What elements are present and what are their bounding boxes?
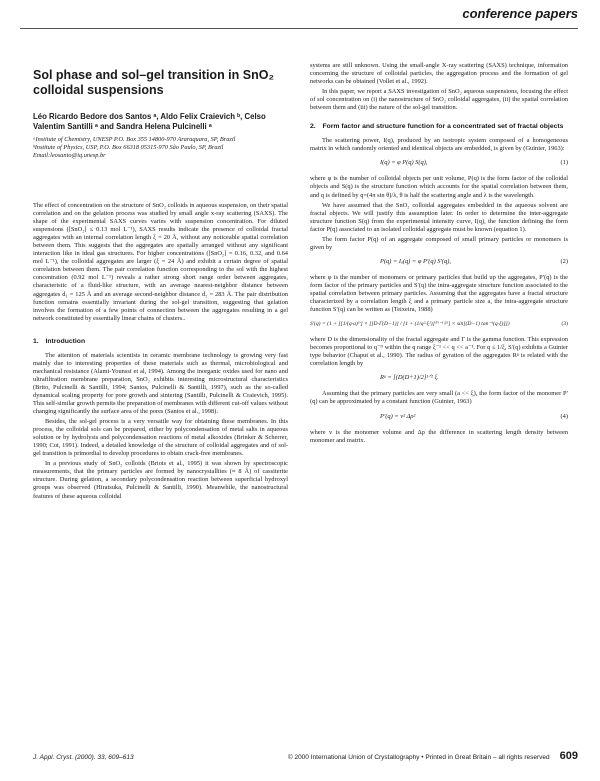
intro-paragraph-4: In this paper, we report a SAXS investigation of SnO₂ aqueous suspensions, focusing the effect of sol concentration on (i) the nanostructure of SnO₂ colloidal aggregates, (ii) the spatial correlation between them and (iii) the nature of the sol-gel transition. — [310, 88, 568, 112]
equation-4-body: P′(q) = v² Δρ² — [380, 412, 416, 420]
affiliation-b: ᵇInstitute of Physics, USP, P.O. Box 66318 05315-970 São Paulo, SP, Brazil — [33, 144, 224, 151]
equation-1-body: I(q) = φ P(q) S(q), — [380, 159, 428, 167]
page-footer — [33, 750, 578, 764]
equation-3-body: S′(q) = (1 + [[1/(q·a)ᴰ] × [[D·Γ(D−1)] / [1 + (1/q²·ξ²)]⁽ᴰ⁻¹⁾/²] × sin[(D−1) tan⁻¹(q·ξ)]]) — [310, 321, 510, 328]
equation-4 — [310, 413, 568, 421]
journal-citation: J. Appl. Cryst. (2000). 33, 609–613 — [33, 754, 134, 761]
left-column — [33, 62, 288, 503]
s2-paragraph-1: The scattering power, I(q), produced by an isotropic system composed of a homogeneous matrix in which randomly oriented and identical objects are embedded, is given by (Guinier, 1963): — [310, 137, 568, 153]
equation-4-number: (4) — [560, 412, 568, 420]
s2-paragraph-7: Assuming that the primary particles are very small (a << ξ), the form factor of the monomer P′(q) can be approximated by a constant function (Guinier, 1963) — [310, 390, 568, 406]
s2-paragraph-3: We have assumed that the SnO₂ colloidal aggregates embedded in the aqueous solvent are fractal objects. We will justify this assumption later. In order to determine the inter-aggregate structure function S(q) from the experimental intensity curve, I(q), the function defining the form factor P(q) associated to an isolated colloidal aggregate must be known (equation 1). — [310, 201, 568, 233]
intro-paragraph-1: The attention of materials scientists in ceramic membrane technology is growing very fast mainly due to interesting properties of these materials such as thermal, microbiological and mechanical resistance (Alami-Younssi et al, 1994). Among the inorganic oxides used for nano and ultrafiltration membrane preparation, SnO₂ exhibits interesting microstructural characteristics (Brito, Pulcinelli & Santilli, 1994; Santos, Pulcinelli & Santilli, 1997), such as the so-called dynamical scaling property for pore growth and sintering (Santilli, Pulcinelli & Craievich, 1995). This self-similar growth permits the preparation of membranes with different cut-off values without changing significantly the surface area of the pores (Santos et al., 1998). — [33, 351, 288, 416]
equation-1 — [310, 159, 568, 167]
authors: Léo Ricardo Bedore dos Santos ᵃ, Aldo Felix Craievich ᵇ, Celso Valentim Santilli ᵃ and Sandra Helena Pulcinelli ᵃ — [33, 112, 266, 131]
section-1-heading: 1. Introduction — [33, 337, 86, 345]
section-label: conference papers — [462, 6, 578, 21]
header-rule — [20, 28, 578, 29]
affiliations — [33, 136, 288, 160]
intro-paragraph-3: In a previous study of SnO₂ colloids (Briois et al., 1995) it was shown by spectroscopic measurements, that the primary particles are formed by nanocrystallites (≈ 8 Å) of cassiterite structure. During gelation, a secondary polycondensation reaction between superficial hydroxyl groups was observed (Hiratsuka, Pulcinelli & Santilli, 1990). Meanwhile, the nanostructural features of these aqueous colloidal — [33, 460, 288, 500]
paper-title: Sol phase and sol–gel transition in SnO₂ colloidal suspensions — [33, 68, 275, 97]
equation-2 — [310, 258, 568, 266]
intro-paragraph-2: Besides, the sol-gel process is a very versatile way for obtaining these membranes. In this process, the colloidal sols can be prepared, either by polycondensation of metal salts in aqueous solution or by hydrolysis and polycondensation reactions of metal alkoxides (Brinker & Scherrer, 1990; Cot, 1991). Indeed, a detailed knowledge of the structure of colloidal aggregates and of sol-gel transition is primordial to develop procedures to obtain crack-free membranes. — [33, 418, 288, 458]
copyright-notice: © 2000 International Union of Crystallography • Printed in Great Britain – all rights reserved — [287, 754, 550, 761]
equation-radius-gyration — [310, 374, 568, 382]
s2-paragraph-6: where D is the dimensionality of the fractal aggregate and Γ is the gamma function. This expression becomes proportional to q⁻ᴰ within the q range ξ⁻¹ << q << a⁻¹. For q ≤ 1/ξ, S′(q) exhibits a Guinier type behavior (Chaput et al., 1990). The radius of gyration of the aggregates Rᵍ is related with the correlation length by — [310, 336, 568, 368]
page-number: 609 — [559, 750, 578, 762]
s2-paragraph-2: where φ is the number of colloidal objects per unit volume, P(q) is the form factor of the colloidal objects and S(q) is the structure function which accounts for the spatial correlation between them, and q is defined by q=(4π sin θ)/λ, θ is half the scattering angle and λ is the wavelength. — [310, 175, 568, 199]
email: Email:leosanto@iq.unesp.br — [33, 152, 106, 159]
equation-3-number: (3) — [561, 321, 568, 328]
abstract: The effect of concentration on the structure of SnO₂ colloids in aqueous suspension, on their spatial correlation and on the gelation process was studied by small angle x-ray scattering (SAXS). The shape of the experimental SAXS curves varies with suspension concentration. For diluted suspensions ([SnO₂] ≤ 0.13 mol L⁻¹), SAXS results indicate the presence of colloidal fractal aggregates with an internal correlation length ξ = 20 Å, without any noticeable spatial correlation between them. This suggests that the aggregates are spatially arranged without any significant interaction like in ideal gas structures. For higher concentrations ([SnO₂] = 0.16, 0.32, and 0.64 mol L⁻¹), the colloidal aggregates are larger (ξ = 24 Å) and exhibit a certain degree of spatial correlation between them. The pair correlation function corresponding to the sol with the highest concentration (0.92 mol L⁻¹) reveals a rather strong short range order between aggregates, characteristic of a fluid-like structure, with an average nearest-neighbor distance between aggregates d₁ = 125 Å and an average second-neighbor distance d₂ = 283 Å. The pair distribution function remains essentially invariant during the sol-gel transition, suggesting that gelation involves the formation of a few points of connection between the aggregates resulting in a gel network constituted by essentially linear chains of clusters.. — [33, 202, 288, 322]
affiliation-a: ᵃInstitute of Chemistry, UNESP P.O. Box 355 14800-970 Araraquara, SP, Brazil — [33, 136, 236, 143]
right-column — [310, 62, 568, 447]
s2-paragraph-8: where v is the monomer volume and Δρ the difference in scattering length density between monomer and matrix. — [310, 428, 568, 444]
s2-paragraph-5: where φ is the number of monomers or primary particles that build up the aggregates, P′(q) is the form factor of the primary particles and S′(q) the intra-aggregate structure function associated to the spatial correlation between primary particles. Assuming that the aggregates have a fractal structure characterized by a correlation length ξ and a primary particle size a, the intra-aggregate structure function S′(q) can be written as (Teixeira, 1988) — [310, 273, 568, 314]
intro-continued: systems are still unknown. Using the small-angle X-ray scattering (SAXS) technique, information concerning the structure of colloidal particles, the aggregation process and the formation of gel networks can be obtained (Vollet et al., 1992). — [310, 62, 568, 86]
equation-rg-body: Rᵍ = [(D(D+1)/2]¹ᐟ² ξ. — [380, 374, 439, 382]
equation-2-body: P(q) = Iₐ(q) = φ P′(q) S′(q), — [380, 257, 451, 265]
s2-paragraph-4: The form factor P(q) of an aggregate composed of small primary particles or monomers is given by — [310, 235, 568, 251]
equation-2-number: (2) — [560, 257, 568, 265]
equation-3 — [310, 320, 568, 328]
equation-1-number: (1) — [560, 159, 568, 167]
section-2-heading: 2. Form factor and structure function for a concentrated set of fractal objects — [310, 123, 564, 131]
